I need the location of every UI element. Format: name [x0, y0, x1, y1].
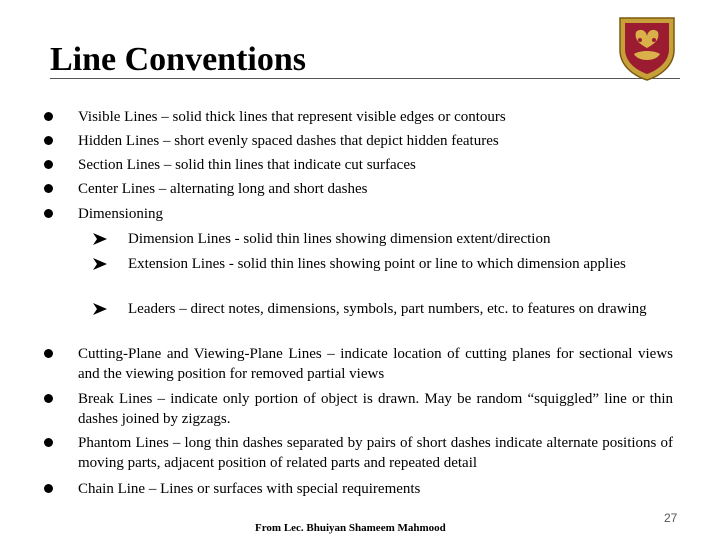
- bullet-dot: [44, 136, 53, 145]
- list-item: Dimensioning: [78, 206, 163, 222]
- bullet-dot: [44, 349, 53, 358]
- list-item: Section Lines – solid thin lines that indicate cut surfaces: [78, 157, 416, 173]
- arrow-bullet-icon: [92, 257, 108, 271]
- list-item: Phantom Lines – long thin dashes separated by pairs of short dashes indicate alternate positions of moving parts, adjacent position of related parts and repeated detail: [78, 435, 673, 471]
- list-item: Hidden Lines – short evenly spaced dashes that depict hidden features: [78, 133, 499, 149]
- list-item: Break Lines – indicate only portion of object is drawn. May be random “squiggled” line or thin dashes joined by zigzags.: [78, 391, 673, 427]
- list-item: Cutting-Plane and Viewing-Plane Lines – indicate location of cutting planes for sectional views and the viewing position for removed partial views: [78, 346, 673, 382]
- bullet-dot: [44, 184, 53, 193]
- footer-credit: From Lec. Bhuiyan Shameem Mahmood: [255, 522, 446, 534]
- slide-title: Line Conventions: [50, 41, 306, 78]
- arrow-bullet-icon: [92, 302, 108, 316]
- list-item: Chain Line – Lines or surfaces with special requirements: [78, 481, 421, 497]
- page-number: 27: [664, 511, 678, 525]
- sub-list-item: Dimension Lines - solid thin lines showing dimension extent/direction: [128, 231, 551, 247]
- sub-list-item: Leaders – direct notes, dimensions, symbols, part numbers, etc. to features on drawing: [128, 301, 647, 317]
- list-item: Center Lines – alternating long and short dashes: [78, 181, 368, 197]
- bullet-dot: [44, 484, 53, 493]
- bullet-dot: [44, 438, 53, 447]
- bullet-dot: [44, 160, 53, 169]
- bullet-dot: [44, 112, 53, 121]
- bullet-dot: [44, 209, 53, 218]
- arrow-bullet-icon: [92, 232, 108, 246]
- bullet-dot: [44, 394, 53, 403]
- sub-list-item: Extension Lines - solid thin lines showing point or line to which dimension applies: [128, 256, 626, 272]
- list-item: Visible Lines – solid thick lines that represent visible edges or contours: [78, 109, 506, 125]
